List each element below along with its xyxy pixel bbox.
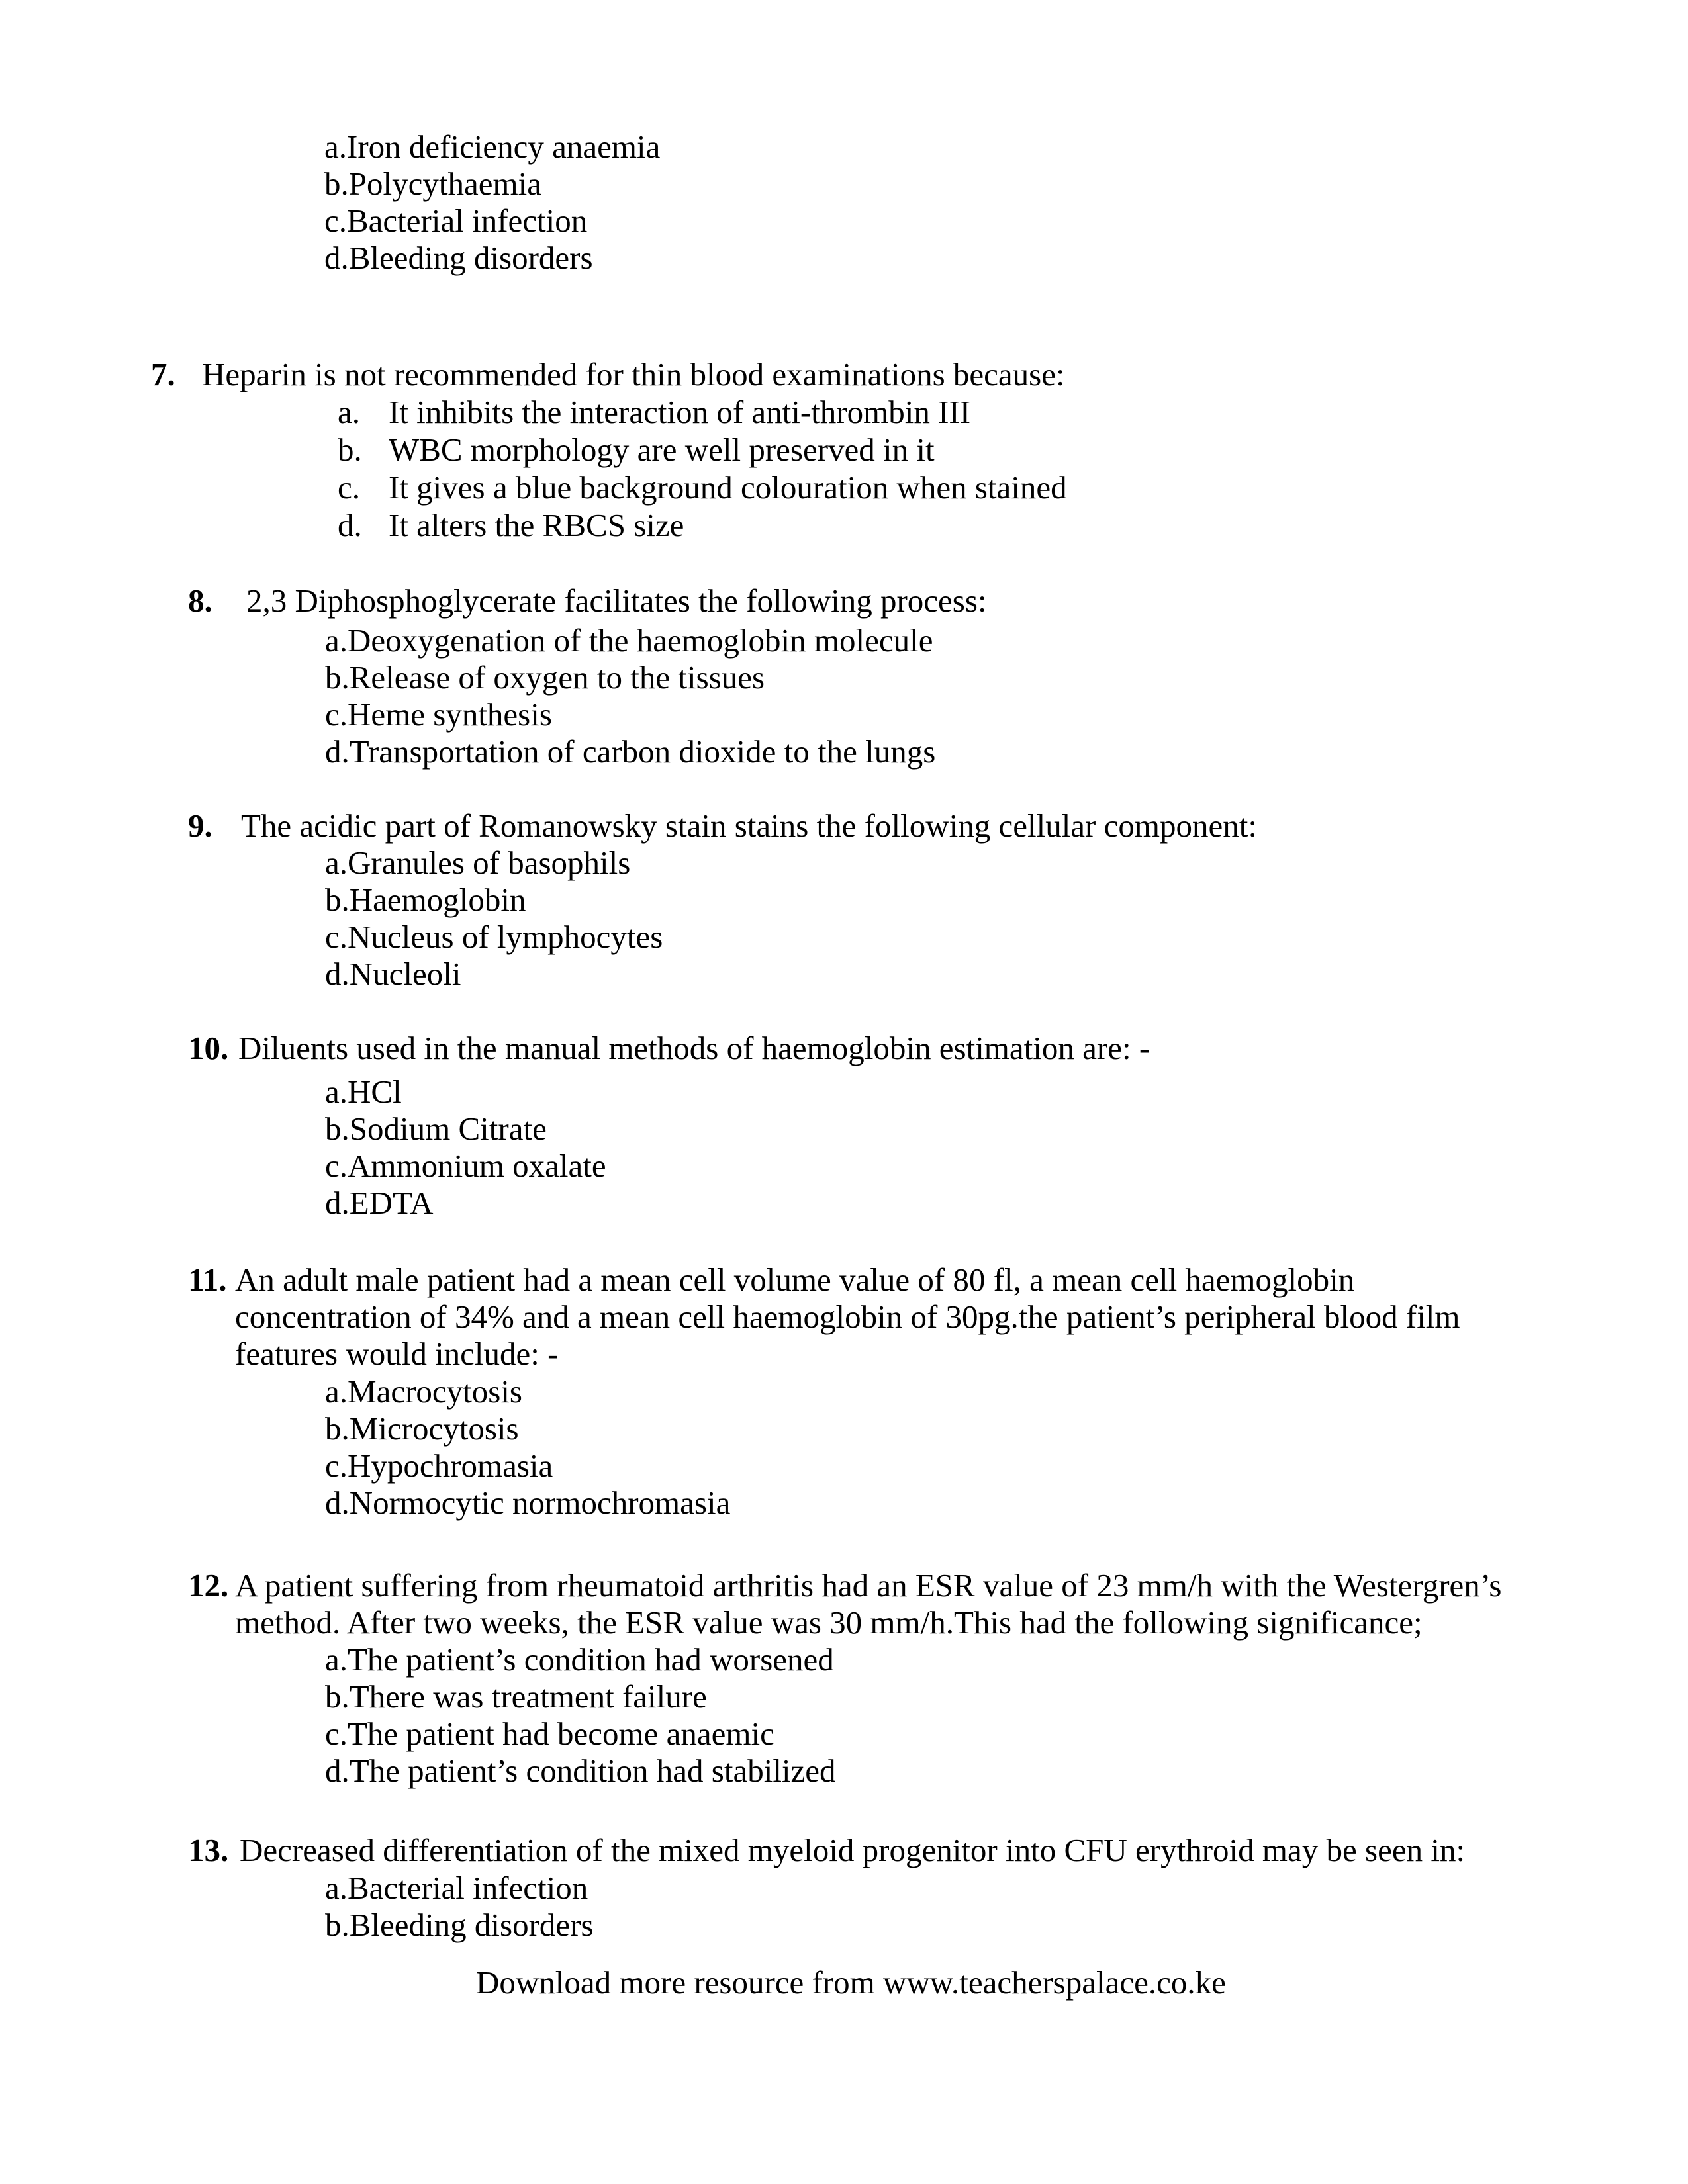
option-text: It gives a blue background colouration when stained [389, 469, 1067, 506]
option-line: b.Bleeding disorders [325, 1907, 594, 1943]
option-letter: a. [338, 394, 360, 430]
question-number: 12. [188, 1567, 229, 1604]
option-line [338, 393, 1067, 431]
question-text-line: concentration of 34% and a mean cell haemoglobin of 30pg.the patient’s peripheral blood film [235, 1298, 1460, 1335]
question-8-options [325, 622, 935, 770]
option-line: a.Deoxygenation of the haemoglobin molecule [325, 622, 933, 659]
question-12-options [325, 1641, 836, 1790]
question-text-line: method. After two weeks, the ESR value was 30 mm/h.This had the following significance; [235, 1604, 1423, 1641]
option-line: a.HCl [325, 1073, 402, 1110]
option-line [338, 469, 1067, 506]
option-line: b.There was treatment failure [325, 1678, 707, 1715]
question-text: The acidic part of Romanowsky stain stains the following cellular component: [241, 807, 1257, 844]
footer-text: Download more resource from www.teacherspalace.co.ke [476, 1964, 1226, 2001]
option-line: c.Hypochromasia [325, 1447, 553, 1484]
question-text-line: An adult male patient had a mean cell volume value of 80 fl, a mean cell haemoglobin [235, 1261, 1355, 1298]
question-number: 13. [188, 1832, 229, 1868]
option-line: a.Iron deficiency anaemia [324, 128, 661, 165]
option-line: b.Sodium Citrate [325, 1111, 547, 1147]
option-line [338, 506, 1067, 544]
question-text: Diluents used in the manual methods of haemoglobin estimation are: - [238, 1030, 1150, 1066]
option-line: b.Microcytosis [325, 1410, 519, 1447]
option-line: a.Macrocytosis [325, 1373, 522, 1410]
option-line: d.EDTA [325, 1185, 434, 1221]
option-text: WBC morphology are well preserved in it [389, 432, 935, 468]
option-line: d.Bleeding disorders [324, 240, 593, 276]
option-line: b.Release of oxygen to the tissues [325, 659, 765, 696]
question-text-line: A patient suffering from rheumatoid arthritis had an ESR value of 23 mm/h with the Westergren’s [235, 1567, 1502, 1604]
question-7-options [338, 393, 1067, 544]
option-line [338, 431, 1067, 469]
option-line: c.Bacterial infection [324, 203, 588, 239]
question-text [235, 1261, 1460, 1373]
option-text: It inhibits the interaction of anti-thrombin III [389, 394, 971, 430]
question-6-options [324, 128, 660, 277]
option-line: d.Normocytic normochromasia [325, 1484, 731, 1521]
option-line: a.Granules of basophils [325, 844, 631, 881]
option-letter: b. [338, 432, 362, 468]
question-number: 8. [188, 582, 212, 619]
option-line: c.Nucleus of lymphocytes [325, 919, 663, 955]
option-letter: d. [338, 507, 362, 543]
question-text: 2,3 Diphosphoglycerate facilitates the following process: [246, 582, 987, 619]
question-number: 9. [188, 807, 212, 844]
option-line: c.Heme synthesis [325, 696, 552, 733]
option-line: c.The patient had become anaemic [325, 1715, 774, 1752]
option-line: d.Transportation of carbon dioxide to the lungs [325, 733, 936, 770]
option-line: d.The patient’s condition had stabilized [325, 1752, 836, 1789]
question-9-options [325, 844, 663, 993]
question-11-options [325, 1373, 730, 1522]
question-text-line: features would include: - [235, 1336, 559, 1372]
option-line: a.Bacterial infection [325, 1870, 588, 1906]
option-line: d.Nucleoli [325, 956, 461, 992]
option-line: b.Polycythaemia [324, 165, 541, 202]
question-13-options [325, 1870, 594, 1944]
option-line: a.The patient’s condition had worsened [325, 1641, 834, 1678]
question-text: Heparin is not recommended for thin blood examinations because: [202, 356, 1065, 392]
question-number: 7. [151, 356, 175, 392]
option-text: It alters the RBCS size [389, 507, 684, 543]
question-text [235, 1567, 1502, 1641]
option-line: b.Haemoglobin [325, 882, 526, 918]
question-10-options [325, 1073, 606, 1222]
question-text: Decreased differentiation of the mixed myeloid progenitor into CFU erythroid may be seen in: [240, 1832, 1466, 1868]
option-line: c.Ammonium oxalate [325, 1148, 606, 1184]
question-number: 11. [188, 1261, 227, 1298]
question-number: 10. [188, 1030, 229, 1066]
option-letter: c. [338, 469, 360, 506]
